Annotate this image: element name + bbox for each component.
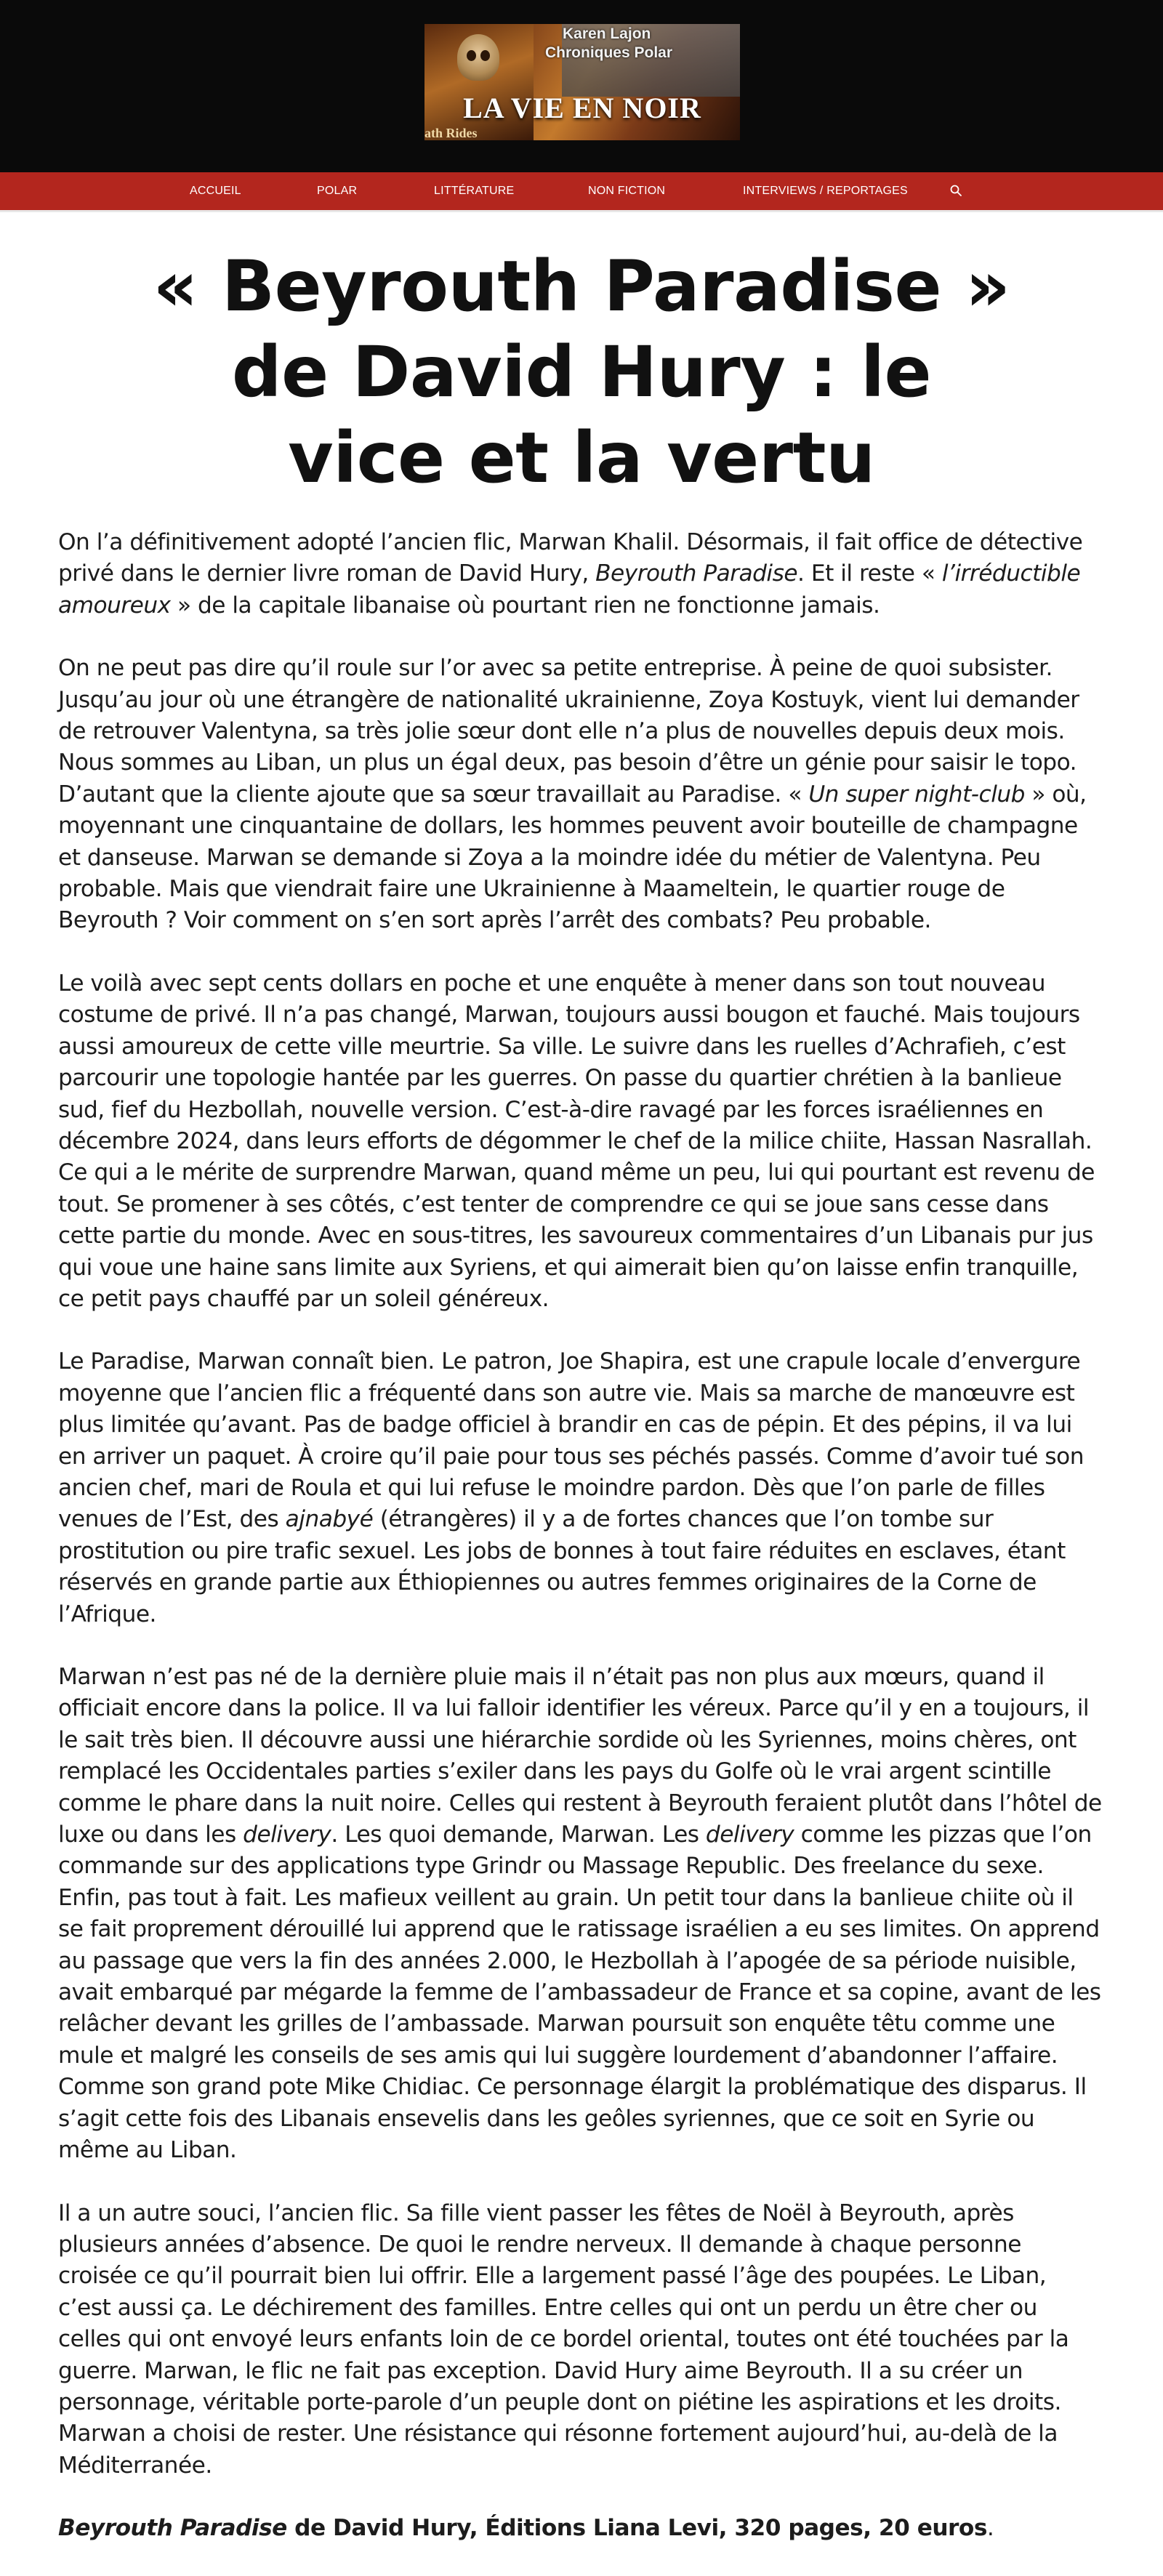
quote: l’irréductible amoureux: [58, 560, 1081, 619]
article-paragraph-6: Il a un autre souci, l’ancien flic. Sa fille vient passer les fêtes de Noël à Beyrouth, après plusieurs années d’absence. De quoi le rendre nerveux. Il demande à chaque personne croisée ce qu’il pourrait bien lui offrir. Elle a largement passé l’âge des poupées. Le Liban, c’est aussi ça. Le déchirement des familles. Entre celles qui ont un perdu un être cher ou celles qui ont envoyé leurs enfants loin de ce bordel oriental, toutes ont été touchées par la guerre. Marwan, le flic ne fait pas exception. David Hury aime Beyrouth. Il a su créer un personnage, véritable porte-parole d’un peuple dont on piétine les aspirations et les droits. Marwan a choisi de rester. Une résistance qui résonne fortement aujourd’hui, au-delà de la Méditerranée.: [58, 2199, 1069, 2479]
text-run: comme les pizzas que l’on commande sur des applications type Grindr ou Massage Republic. Des freelance du sexe. Enfin, pas tout à fait. Les mafieux veillent au grain. Un petit tour dans la banlieue chiite où il se fait proprement dérouillé lui apprend que le ratissage israélien a eu ses limites. On apprend au passage que vers la fin des années 2.000, le Hezbollah à l’apogée de sa période nuisible, avait embarqué par mégarde la femme de l’ambassadeur de France et sa copine, avant de les relâcher devant les grilles de l’ambassade. Marwan poursuit son enquête têtu comme une mule et malgré les conseils de ses amis qui lui suggère lourdement d’abandonner l’affaire. Comme son grand pote Mike Chidiac. Ce personnage élargit la problématique des disparus. Il s’agit cette fois des Libanais ensevelis dans les geôles syriennes, que ce soit en Syrie ou même au Liban.: [58, 1822, 1101, 2164]
book-title: Beyrouth Paradise: [58, 2515, 287, 2542]
logo-title: LA VIE EN NOIR: [463, 92, 701, 124]
search-icon[interactable]: [950, 185, 962, 196]
skull-icon: [457, 34, 499, 81]
text-run: . Et il reste «: [797, 560, 942, 587]
logo-author: Karen Lajon: [563, 25, 651, 42]
article-title: « Beyrouth Paradise » de David Hury : le vice et la vertu: [153, 246, 1010, 499]
nav-item-litterature[interactable]: LITTÉRATURE: [434, 185, 515, 197]
nav-item-non-fiction[interactable]: NON FICTION: [588, 185, 666, 197]
logo-series: Chroniques Polar: [545, 44, 673, 61]
text-run: . Les quoi demande, Marwan. Les: [331, 1822, 706, 1848]
book-title: Beyrouth Paradise: [595, 560, 798, 587]
nav-item-interviews-reportages[interactable]: INTERVIEWS / REPORTAGES: [743, 185, 908, 197]
nav-item-accueil[interactable]: ACCUEIL: [190, 185, 241, 197]
text-run: Marwan n’est pas né de la dernière pluie mais il n’était pas non plus aux mœurs, quand il officiait encore dans la police. Il va lui falloir identifier les véreux. Parce qu’il y en a toujours, il le sait très bien. Il découvre aussi une hiérarchie sordide où les Syriennes, moins chères, ont remplacé les Occidentales parties s’exiler dans les pays du Golfe où le vrai argent scintille comme le phare dans la nuit noire. Celles qui restent à Beyrouth feraient plutôt dans l’hôtel de luxe ou dans les: [58, 1664, 1102, 1848]
text-run: (étrangères) il y a de fortes chances que l’on tombe sur prostitution ou pire trafic sexuel. Les jobs de bonnes à tout faire réduites en esclaves, étant réservés en grande partie aux Éthiopiennes ou autres femmes originaires de la Corne de l’Afrique.: [58, 1506, 1066, 1627]
text-run: » où, moyennant une cinquantaine de dollars, les hommes peuvent avoir bouteille de champagne et danseuse. Marwan se demande si Zoya a la moindre idée du métier de Valentyna. Peu probable. Mais que viendrait faire une Ukrainienne à Maameltein, le quartier rouge de Beyrouth ? Voir comment on s’en sort après l’arrêt des combats? Peu probable.: [58, 781, 1087, 934]
site-logo[interactable]: [424, 24, 740, 140]
foreign-term: ajnabyé: [285, 1506, 374, 1533]
text-run: » de la capitale libanaise où pourtant rien ne fonctionne jamais.: [170, 592, 880, 619]
text-run: On l’a définitivement adopté l’ancien flic, Marwan Khalil. Désormais, il fait office de détective privé dans le dernier livre roman de David Hury,: [58, 529, 1083, 587]
article-paragraph-1: [58, 527, 1105, 621]
credit-details: de David Hury, Éditions Liana Levi, 320 pages, 20 euros: [286, 2515, 987, 2542]
book-credit: [58, 2513, 1105, 2544]
credit-period: .: [986, 2515, 994, 2542]
foreign-term: delivery: [705, 1822, 794, 1848]
article-paragraph-3: Le voilà avec sept cents dollars en poche et une enquête à mener dans son tout nouveau costume de privé. Il n’a pas changé, Marwan, toujours aussi bougon et fauché. Mais toujours aussi amoureux de cette ville meurtrie. Sa ville. Le suivre dans les ruelles d’Achrafieh, c’est parcourir une topologie hantée par les guerres. On passe du quartier chrétien à la banlieue sud, fief du Hezbollah, nouvelle version. C’est-à-dire ravagé par les forces israéliennes en décembre 2024, dans leurs efforts de dégommer le chef de la milice chiite, Hassan Nasrallah. Ce qui a le mérite de surprendre Marwan, quand même un peu, lui qui pourtant est revenu de tout. Se promener à ses côtés, c’est tenter de comprendre ce qui se joue sans cesse dans cette partie du monde. Avec en sous-titres, les savoureux commentaires d’un Libanais pur jus qui voue une haine sans limite aux Syriens, et qui aimerait bien qu’on laisse enfin tranquille, ce petit pays chauffé par un soleil généreux.: [58, 970, 1095, 1312]
text-run: Le Paradise, Marwan connaît bien. Le patron, Joe Shapira, est une crapule locale d’envergure moyenne que l’ancien flic a fréquenté dans son autre vie. Mais sa marche de manœuvre est plus limitée qu’avant. Pas de badge officiel à brandir en cas de pépin. Et des pépins, il va lui en arriver un paquet. À croire qu’il paie pour tous ses péchés passés. Comme d’avoir tué son ancien chef, mari de Roula et qui lui refuse le moindre pardon. Dès que l’on parle de filles venues de l’Est, des: [58, 1348, 1084, 1533]
nav-item-polar[interactable]: POLAR: [317, 185, 358, 197]
article-body: [58, 527, 1105, 2576]
text-run: On ne peut pas dire qu’il roule sur l’or avec sa petite entreprise. À peine de quoi subsister. Jusqu’au jour où une étrangère de nationalité ukrainienne, Zoya Kostuyk, vient lui demander de retrouver Valentyna, sa très jolie sœur dont elle n’a plus de nouvelles depuis deux mois. Nous sommes au Liban, un plus un égal deux, pas besoin d’être un génie pour saisir le topo. D’autant que la cliente ajoute que sa sœur travaillait au Paradise. «: [58, 655, 1079, 808]
logo-small-text: ath Rides: [424, 126, 478, 140]
quote: Un super night-club: [808, 781, 1025, 808]
article-paragraph-5: [58, 1662, 1105, 2167]
site-header: [0, 0, 1163, 172]
main-nav: [0, 172, 1163, 212]
article-paragraph-2: [58, 653, 1105, 937]
foreign-term: delivery: [243, 1822, 331, 1848]
article-paragraph-4: [58, 1346, 1105, 1630]
